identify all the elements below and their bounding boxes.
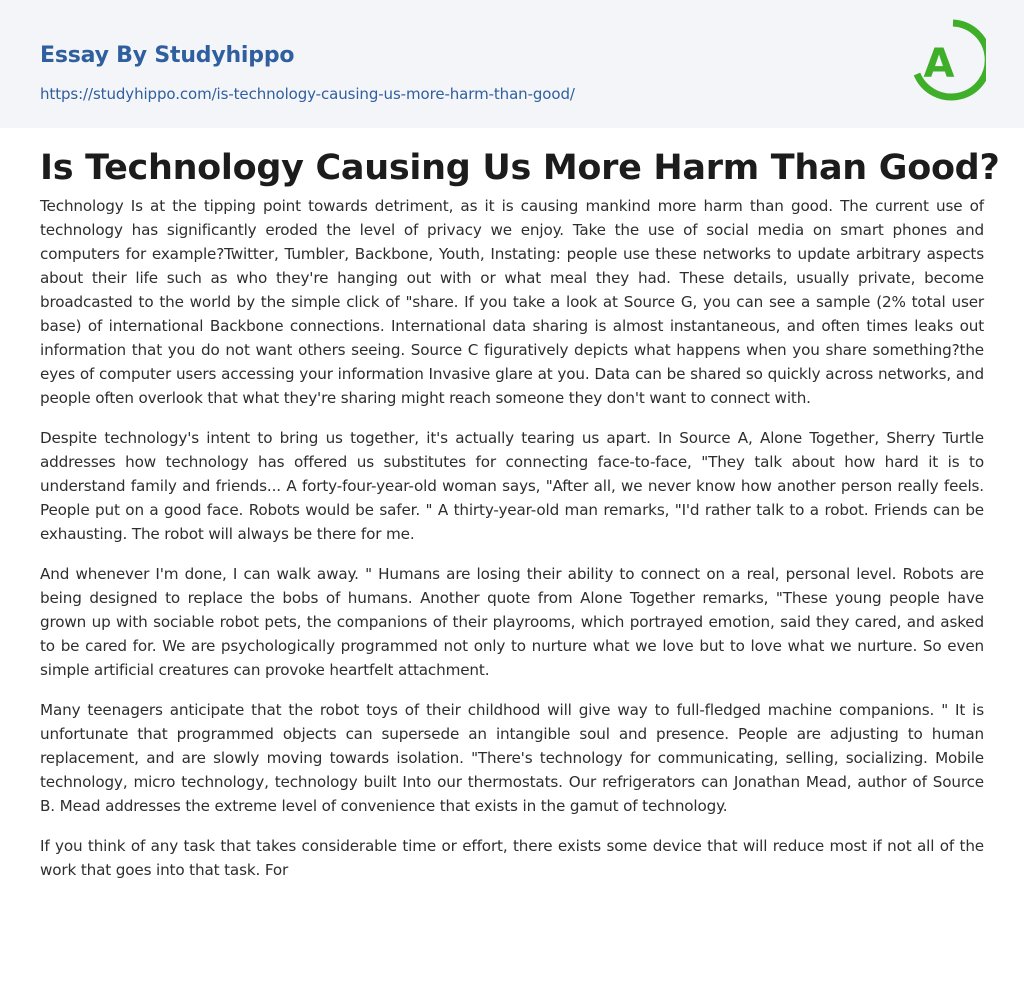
- source-url-link[interactable]: https://studyhippo.com/is-technology-causing-us-more-harm-than-good/: [40, 85, 575, 103]
- site-header: [0, 0, 1024, 128]
- essay-paragraph: Technology Is at the tipping point towards detriment, as it is causing mankind more harm than good. The current use of technology has significantly eroded the level of privacy we enjoy. Take the use of social media on smart phones and computers for example?Twitter, Tumbler, Backbone, Youth, Instating: people use these networks to update arbitrary aspects about their life such as who they're hanging out with or what meal they had. These details, usually private, become broadcasted to the world by the simple click of "share. If you take a look at Source G, you can see a sample (2% total user base) of international Backbone connections. International data sharing is almost instantaneous, and often times leaks out information that you do not want others seeing. Source C figuratively depicts what happens when you share something?the eyes of computer users accessing your information Invasive glare at you. Data can be shared so quickly across networks, and people often overlook that what they're sharing might reach someone they don't want to connect with.: [40, 197, 984, 407]
- essay-paragraph: If you think of any task that takes considerable time or effort, there exists some device that will reduce most if not all of the work that goes into that task. For: [40, 837, 984, 879]
- essay-title: Is Technology Causing Us More Harm Than Good?: [40, 148, 1000, 188]
- essay-paragraph: Despite technology's intent to bring us together, it's actually tearing us apart. In Source A, Alone Together, Sherry Turtle addresses how technology has offered us substitutes for connecting face-to-face, "They talk about how hard it is to understand family and friends... A forty-four-year-old woman says, "After all, we never know how another person really feels. People put on a good face. Robots would be safer. " A thirty-year-old man remarks, "I'd rather talk to a robot. Friends can be exhausting. The robot will always be there for me.: [40, 429, 984, 543]
- essay-paragraph: Many teenagers anticipate that the robot toys of their childhood will give way to full-fledged machine companions. " It is unfortunate that programmed objects can supersede an intangible soul and presence. People are adjusting to human replacement, and are slowly moving towards isolation. "There's technology for communicating, selling, socializing. Mobile technology, micro technology, technology built Into our thermostats. Our refrigerators can Jonathan Mead, author of Source B. Mead addresses the extreme level of convenience that exists in the gamut of technology.: [40, 701, 984, 815]
- logo-letter: A: [923, 41, 955, 87]
- brand-title[interactable]: Essay By Studyhippo: [40, 43, 295, 68]
- studyhippo-logo-icon[interactable]: [912, 19, 986, 105]
- essay-paragraph: And whenever I'm done, I can walk away. " Humans are losing their ability to connect on a real, personal level. Robots are being designed to replace the bobs of humans. Another quote from Alone Together remarks, "These young people have grown up with sociable robot pets, the companions of their playrooms, which portrayed emotion, said they cared, and asked to be cared for. We are psychologically programmed not only to nurture what we love but to love what we nurture. So even simple artificial creatures can provoke heartfelt attachment.: [40, 565, 984, 679]
- essay-body: [40, 194, 984, 898]
